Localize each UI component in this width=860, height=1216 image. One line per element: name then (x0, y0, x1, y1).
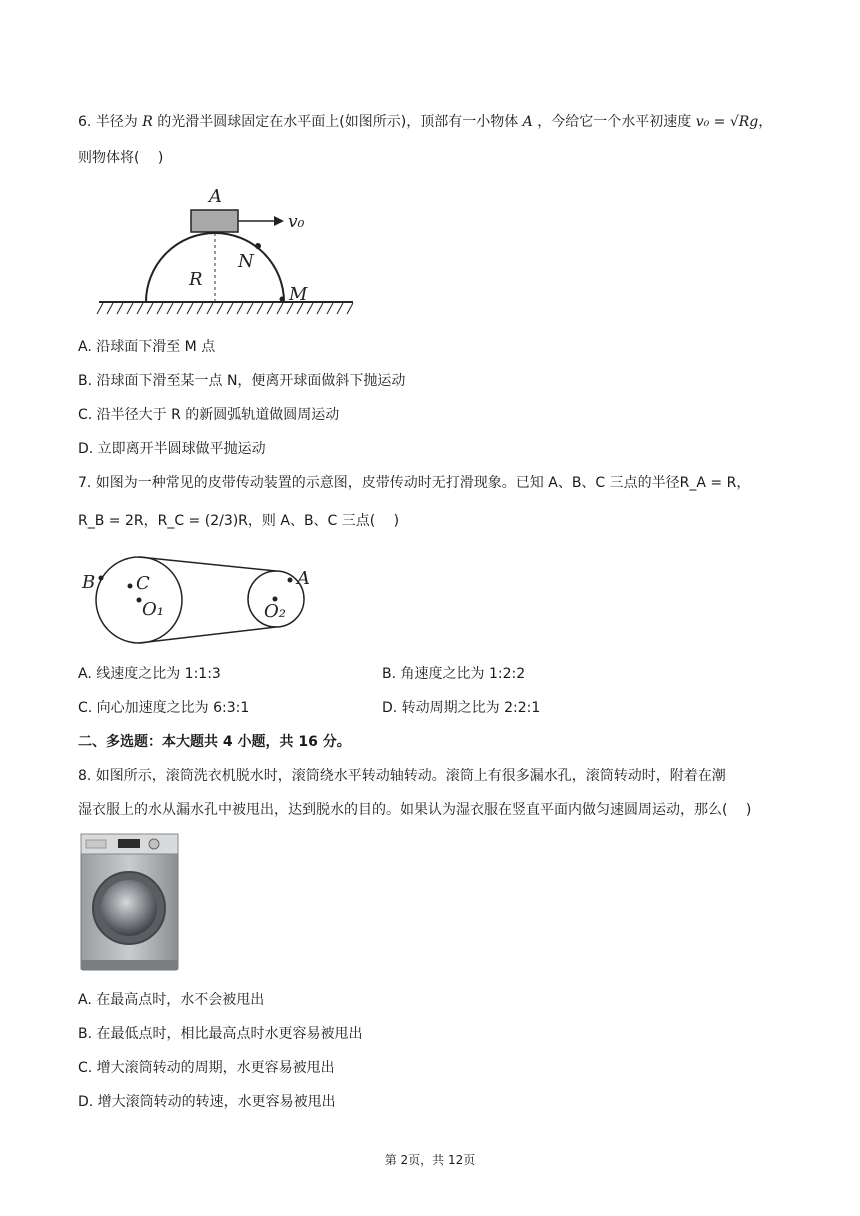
detergent-drawer (86, 840, 106, 848)
q6-stem-part2: 的光滑半圆球固定在水平面上(如图所示)，顶部有一小物体 (157, 114, 519, 130)
door-glass (101, 880, 157, 936)
q6-option-b: B. 沿球面下滑至某一点 N，便离开球面做斜下抛运动 (78, 373, 406, 389)
ground-hatching (97, 303, 353, 314)
q8-option-a: A. 在最高点时，水不会被甩出 (78, 992, 265, 1008)
q7-option-b: B. 角速度之比为 1:2:2 (382, 666, 526, 682)
point-A (288, 578, 293, 583)
q7-stem-line2: R_B = 2R，R_C = (2/3)R，则 A、B、C 三点( ) (78, 513, 400, 529)
q6-stem-part1: 6. 半径为 (78, 114, 138, 130)
q7-belt-drive-figure (78, 549, 328, 651)
q6-option-c: C. 沿半径大于 R 的新圆弧轨道做圆周运动 (78, 407, 340, 423)
machine-base (81, 960, 178, 970)
q6-v0-formula: v₀ = √Rg (695, 114, 759, 130)
section-heading-multiple-choice: 二、多选题：本大题共 4 小题，共 16 分。 (78, 734, 351, 750)
q6-stem-end: ， (758, 114, 773, 130)
label-v0: v₀ (288, 212, 305, 232)
velocity-arrowhead (274, 216, 284, 226)
q6-var-R: R (142, 114, 153, 130)
q8-stem-line2: 湿衣服上的水从漏水孔中被甩出，达到脱水的目的。如果认为湿衣服在竖直平面内做匀速圆周运动，那么( ) (78, 802, 752, 818)
point-C (128, 584, 133, 589)
belt-top (139, 557, 276, 571)
label-C: C (136, 573, 150, 594)
q8-option-c: C. 增大滚筒转动的周期，水更容易被甩出 (78, 1060, 335, 1076)
point-M (280, 297, 285, 302)
label-O2: O₂ (264, 601, 286, 622)
q6-stem-part3: ，今给它一个水平初速度 (537, 114, 692, 130)
point-N (255, 243, 261, 249)
label-O1: O₁ (142, 599, 164, 620)
q6-option-d: D. 立即离开半圆球做平抛运动 (78, 441, 266, 457)
belt-bottom (139, 627, 276, 643)
block-A (191, 210, 238, 232)
center-O1 (137, 598, 142, 603)
label-R: R (189, 269, 203, 290)
q6-option-a: A. 沿球面下滑至 M 点 (78, 339, 216, 355)
q8-option-d: D. 增大滚筒转动的转速，水更容易被甩出 (78, 1094, 336, 1110)
q6-stem-line1 (78, 112, 772, 132)
page-footer: 第 2页，共 12页 (384, 1153, 476, 1167)
label-A: A (209, 186, 222, 207)
point-B (99, 576, 104, 581)
q8-option-b: B. 在最低点时，相比最高点时水更容易被甩出 (78, 1026, 363, 1042)
display-panel (118, 839, 140, 848)
q8-stem-line1: 8. 如图所示，滚筒洗衣机脱水时，滚筒绕水平转动轴转动。滚筒上有很多漏水孔，滚筒转动时，附着在潮 (78, 768, 726, 784)
q7-stem-line1: 7. 如图为一种常见的皮带传动装置的示意图，皮带传动时无打滑现象。已知 A、B、C 三点的半径R_A = R， (78, 475, 751, 491)
hemisphere-arc (146, 233, 284, 302)
label-N: N (238, 251, 254, 272)
control-knob (149, 839, 159, 849)
label-A: A (297, 568, 310, 589)
q7-option-c: C. 向心加速度之比为 6:3:1 (78, 700, 250, 716)
q6-stem-line2: 则物体将( ) (78, 150, 164, 166)
q7-option-d: D. 转动周期之比为 2:2:1 (382, 700, 541, 716)
label-B: B (82, 572, 96, 593)
q6-hemisphere-figure (95, 183, 357, 318)
q6-var-A: A (522, 114, 533, 130)
q7-option-a: A. 线速度之比为 1:1:3 (78, 666, 221, 682)
q8-washing-machine-image (78, 832, 182, 974)
label-M: M (289, 284, 308, 305)
